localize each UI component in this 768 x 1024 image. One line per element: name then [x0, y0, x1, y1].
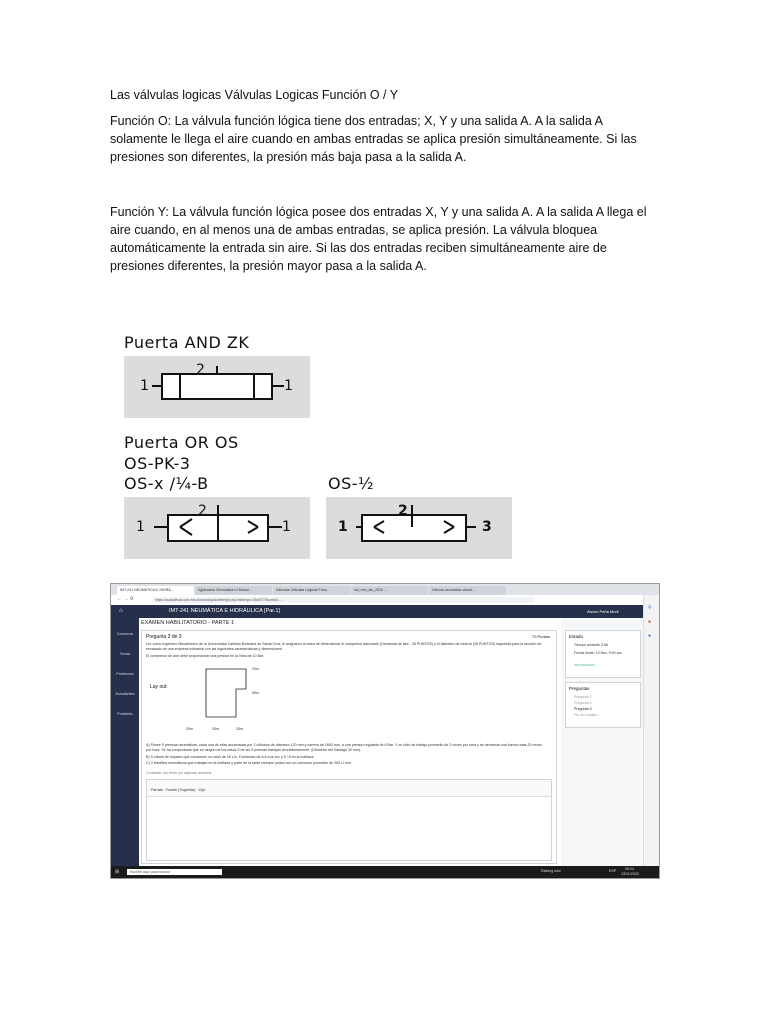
requirement-b: B) 3 Llaves de impacto que consumen un valor de 16 L/s. Funcionan de a 8 a la vez y 5 / 8 en la mañana.: [146, 755, 315, 759]
sidebar-item-profesores[interactable]: Profesores: [116, 672, 134, 676]
or-port-left: 1: [136, 519, 145, 535]
browser-tab[interactable]: Válvulas Válvulas Lógicas Func...: [273, 586, 350, 595]
browser-tab[interactable]: Válvula neumática virtual...: [429, 586, 506, 595]
user-name[interactable]: Alvaro Peña Mudi: [587, 609, 619, 614]
answer-hint: Contestar con texto y/o adjuntar archivos: [146, 771, 212, 775]
clock-date: 13/11/2020: [621, 872, 639, 876]
sidebar-item-portafolio[interactable]: Portafolio: [117, 712, 133, 716]
quiz-main: [139, 618, 559, 866]
sidebar-item-temas[interactable]: Temas: [119, 652, 131, 656]
or-gate-symbol: [124, 497, 310, 559]
dim-label: 20m: [236, 727, 243, 731]
or-port-right: 1: [282, 519, 291, 535]
state-card: [565, 630, 641, 678]
and-gate-symbol: [124, 356, 310, 418]
questions-card: [565, 682, 641, 728]
back-icon[interactable]: ← → ⟳: [117, 596, 134, 602]
and-gate-label: Puerta AND ZK: [124, 333, 250, 352]
dim-label: 20m: [252, 667, 259, 671]
embedded-screenshot: [110, 583, 660, 879]
requirement-a: A) Posee 5 prensas neumáticas, cada una de ellas accionadas por 2 cilindros de diámetro 120 mm y carrera de 1600 mm, a una presión regulada de 6 Bar. Y un ciclo de trabajo promedio de 3 veces por hora y se demanda una fuerza unas 20 veces por hora. Se ha comprobado que en ningún de los casos 3 de las 5 prensas trabajan simultáneamente. (Diámetro del Vástago 32 mm).: [146, 743, 542, 752]
question-link[interactable]: Pregunta 3: [574, 707, 592, 711]
answer-editor[interactable]: [146, 779, 552, 861]
paragraph-funcion-y: Función Y: La válvula función lógica posee dos entradas X, Y y una salida A. A la salida A llega el aire cuando, en al menos una de ambas entradas, se aplica presión. La válvula bloquea automáticamente la entrada sin aire. Si las dos entradas reciben simultáneamente aire de presiones diferentes, la presión mayor pasa a la salida A.: [110, 205, 647, 273]
url-field[interactable]: https://aulavirtual.ucb.edu.bo/mod/quiz/attempt.php?attempt=2648779&cmid=...: [151, 597, 535, 603]
question-line2: El compresor de aire debe proporcionar una presión en la línea de 10 Bar.: [146, 654, 265, 658]
edge-sidebar: [643, 595, 660, 866]
course-title: IMT-241 NEUMÁTICA E HIDRÁULICA [Par.1]: [169, 608, 280, 614]
or-half-label: OS-½: [328, 474, 375, 493]
browser-tab[interactable]: IMT-241 NEUMÁTICA E HIDRÁ...: [117, 586, 194, 595]
question-link[interactable]: Pregunta 1: [574, 695, 592, 699]
and-port-right: 1: [284, 378, 293, 394]
or-half-port-left: 1: [338, 519, 348, 535]
editor-toolbar-text: Párrafo · Fuente (Sugerida) · 12pt: [151, 788, 206, 792]
and-port-left: 1: [140, 378, 149, 394]
clock-time: 09:24: [625, 867, 634, 871]
or-half-port-right: 3: [482, 519, 492, 535]
question-card: [141, 630, 557, 864]
dim-label: 30m: [186, 727, 193, 731]
browser-tab[interactable]: val_mm_lav_2020 ...: [351, 586, 428, 595]
question-number: Pregunta 3 de 3: [146, 634, 182, 640]
or-gate-code: OS-PK-3: [124, 454, 191, 473]
app-header: [111, 605, 643, 618]
question-link[interactable]: Pregunta 2: [574, 701, 592, 705]
requirement-c: C) 3 Martillos neumáticos que trabajan en la mañana y parte de la tarde siempre juntos con un consumo promedio de 200 L/ min.: [146, 761, 352, 765]
extension-icon[interactable]: ●: [648, 619, 652, 625]
state-item: Fecha límite: 13 Nov, 9:00 am: [574, 651, 622, 655]
or-port-top: 2: [198, 503, 207, 519]
question-points: 70 Puntos: [531, 634, 550, 639]
browser-tab[interactable]: Agilizacion Neumatica e Hidraul...: [195, 586, 272, 595]
sidebar-item-estudiantes[interactable]: Estudiantes: [115, 692, 135, 696]
or-half-port-top: 2: [398, 503, 408, 519]
language-indicator[interactable]: ESP: [609, 869, 617, 873]
search-icon[interactable]: ⚲: [648, 605, 652, 611]
dim-label: 30m: [212, 727, 219, 731]
sidebar: [111, 618, 139, 866]
questions-title: Preguntas: [569, 686, 590, 691]
taskbar: [111, 866, 659, 878]
sidebar-item-comenzar[interactable]: Comenzar: [116, 632, 134, 636]
or-gate-variant: OS-x /¼-B: [124, 474, 209, 493]
weather-status: Raining now: [541, 869, 561, 873]
browser-tab-bar: [111, 584, 659, 595]
editor-toolbar[interactable]: [147, 780, 551, 797]
taskbar-search-input[interactable]: Escribe aquí para buscar: [127, 869, 222, 875]
and-port-top: 2: [196, 362, 205, 378]
or-half-symbol: [326, 497, 512, 559]
exam-title: EXAMEN HABILITATORIO - PARTE 1: [141, 620, 235, 626]
right-panel: [561, 618, 643, 866]
question-link[interactable]: Fin del cuestio...: [574, 713, 601, 717]
state-item[interactable]: Inscripciones: [574, 663, 595, 667]
windows-start-icon[interactable]: ⊞: [115, 869, 120, 875]
layout-label: Lay out:: [150, 684, 168, 690]
paragraph-funcion-o: Función O: La válvula función lógica tiene dos entradas; X, Y y una salida A. A la salida A solamente le llega el aire cuando en ambas entradas se aplica presión simultáneamente. Si las presiones son diferentes, la presión más baja pasa a la salida A.: [110, 114, 637, 164]
state-item: Tiempo restante 3:56: [574, 643, 608, 647]
document-title: Las válvulas logicas Válvulas Logicas Función O / Y: [110, 88, 399, 102]
home-icon[interactable]: ⌂: [119, 608, 123, 614]
or-gate-label: Puerta OR OS: [124, 433, 239, 452]
question-text: Ud. como Ingeniero Mecatrónico de la Universidad Católica Boliviana de Santa Cruz, le asignaron la tarea de dimensionar el compresor adecuado (Demanda de aire - 35 PUNTOS) y el diámetro de tubería (35 PUNTOS) requerida para la sección de envasado de una empresa industrial con las siguientes características y dimensiones:: [146, 642, 542, 651]
extension-icon[interactable]: ●: [648, 633, 652, 639]
state-title: Estado: [569, 634, 584, 639]
dim-label: 50m: [252, 691, 259, 695]
